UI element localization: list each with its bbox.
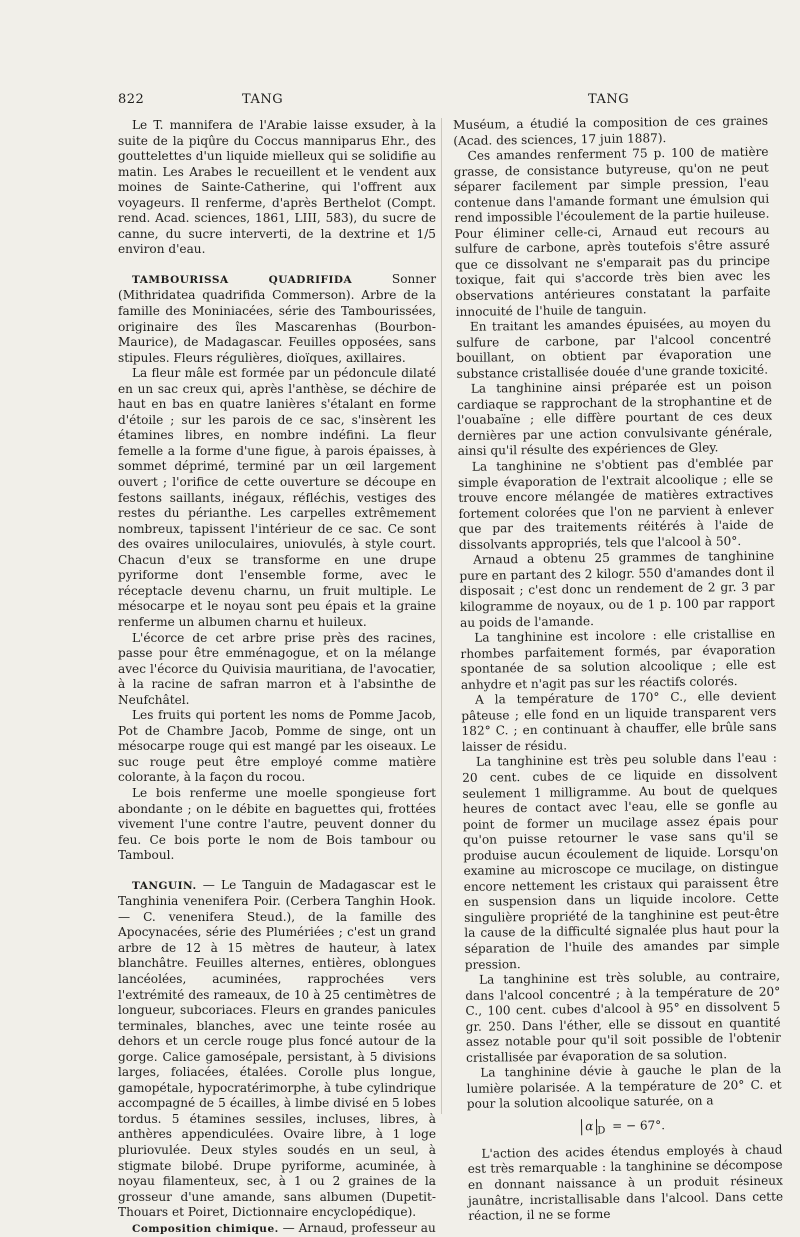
paragraph: La fleur mâle est formée par un pédoncule dilaté en un sac creux qui, après l'anthèse, se déchire de haut en bas en quatre lanières s'étalant en forme d'étoile ; sur les parois de ce sac, s'insèrent les étamines libres, en nombre indéfini. La fleur femelle a la forme d'une figue, à parois épaisses, à sommet déprimé, terminé par un œil largement ouvert ; l'orifice de cette ouverture se découpe en festons saillants, inégaux, réfléchis, vestiges des restes du périanthe. Les carpelles extrêmement nombreux, tapissent l'intérieur de ce sac. Ce sont des ovaires uniloculaires, uniovulés, à style court. Chacun d'eux se transforme en une drupe pyriforme dont l'ensemble forme, avec le réceptacle devenu charnu, un fruit multiple. Le mésocarpe et le noyau sont peu épais et la graine renferme un albumen charnu et huileux. (118, 366, 436, 629)
rotation-formula: α $_D$ = − 67°. (467, 1117, 782, 1141)
entry-tanguin (118, 878, 436, 1221)
paragraph: La tanghinine ne s'obtient pas d'emblée par simple évaporation de l'extrait alcoolique ; elle se trouve encore mélangée de matières extractives fortement colorées que l'on ne parvient à enlever que par des traitements réitérés à l'aide de dissolvants appropriés, tels que l'alcool à 50°. (457, 455, 774, 552)
paragraph: A la température de 170° C., elle devient pâteuse ; elle fond en un liquide transparent vers 182° C. ; en continuant à chauffer, elle brûle sans laisser de résidu. (461, 688, 777, 754)
paragraph: La tanghinine dévie à gauche le plan de la lumière polarisée. A la température de 20° C. et pour la solution alcoolique saturée, on a (466, 1061, 782, 1112)
left-column (118, 118, 436, 1237)
paragraph: L'action des acides étendus employés à chaud est très remarquable : la tanghinine se décompose en donnant naissance à un produit résineux jaunâtre, incristallisable dans l'alcool. Dans cette réaction, il ne se forme (467, 1142, 784, 1224)
paragraph: La tanghinine est très soluble, au contraire, dans l'alcool concentré ; à la température de 20° C., 100 cent. cubes d'alcool à 95° en dissolvent 5 gr. 250. Dans l'éther, elle se dissout en quantité assez notable pour qu'il soit possible de l'obtenir cristallisée par évaporation de sa solution. (465, 968, 781, 1065)
formula-value: = − 67°. (612, 1118, 666, 1133)
paragraph: L'écorce de cet arbre prise près des racines, passe pour être emménagogue, et on la mélange avec l'écorce du Quivisia mauritiana, de l'avocatier, à la racine de safran marron et à l'absinthe de Neufchâtel. (118, 630, 436, 707)
running-head-right: TANG (588, 92, 630, 107)
running-head-left: TANG (242, 92, 284, 107)
paragraph: La tanghinine est très peu soluble dans l'eau : 20 cent. cubes de ce liquide en dissolvent seulement 1 milligramme. Au bout de quelques heures de contact avec l'eau, elle se gonfle au point de former un mucilage assez épais pour qu'on puisse retourner le vase sans qu'il se produise aucun écoulement de liquide. Lorsqu'on examine au microscope ce mucilage, on distingue encore nettement les cristaux qui paraissent être en suspension dans un liquide incolore. Cette singulière propriété de la tanghinine est peut-être la cause de la difficulté signalée plus haut pour la séparation de l'huile des amandes par simple pression. (462, 750, 780, 972)
entry-tambourissa (118, 272, 436, 366)
headword-tambourissa: TAMBOURISSA QUADRIFIDA (132, 273, 353, 286)
paragraph: La tanghinine ainsi préparée est un poison cardiaque se rapprochant de la strophantine et de l'ouabaïne ; elle diffère pourtant de ces deux dernières par une action convulsivante générale, ainsi qu'il résulte des expériences de Gley. (456, 377, 773, 459)
paragraph: La tanghinine est incolore : elle cristallise en rhombes parfaitement formés, par évaporation spontanée de sa solution alcoolique ; elle est anhydre et n'agit pas sur les réactifs colorés. (460, 626, 776, 692)
entry-text: — Arnaud, professeur au (282, 1220, 436, 1235)
headword-tanguin: TANGUIN. (132, 879, 197, 892)
subheading-composition: Composition chimique. (132, 1222, 279, 1235)
paragraph: Les fruits qui portent les noms de Pomme Jacob, Pot de Chambre Jacob, Pomme de singe, ont un mésocarpe rouge qui est mangé par les oiseaux. Le suc rouge peut être employé comme matière colorante, à la façon du rocou. (118, 708, 436, 785)
formula-bracket: α (581, 1119, 597, 1135)
page-number: 822 (118, 92, 145, 107)
paragraph: Le bois renferme une moelle spongieuse fort abondante ; on le débite en baguettes qui, frottées vivement l'une contre l'autre, peuvent donner du feu. Ce bois porte le nom de Bois tambour ou Tamboul. (118, 785, 436, 863)
subsection-composition (118, 1221, 436, 1237)
entry-text: — Le Tanguin de Madagascar est le Tanghinia venenifera Poir. (Cerbera Tanghin Hook. — C. venenifera Steud.), de la famille des Apocynacées, série des Plumériées ; c'est un grand arbre de 12 à 15 mètres de hauteur, à latex blanchâtre. Feuilles alternes, entières, oblongues lancéolées, acuminées, rapprochées vers l'extrémité des rameaux, de 10 à 25 centimètres de longueur, subcoriaces. Fleurs en grandes panicules terminales, blanches, avec une teinte rosée au dehors et un cercle rouge plus foncé autour de la gorge. Calice gamosépale, persistant, à 5 divisions larges, foliacées, étalées. Corolle plus longue, gamopétale, hypocratérimorphe, à tube cylindrique accompagné de 5 écailles, à limbe divisé en 5 lobes tordus. 5 étamines sessiles, incluses, libres, à anthères appendiculées. Ovaire libre, à 1 loge pluriovulée. Deux styles soudés en un seul, à stigmate bilobé. Drupe pyriforme, acuminée, à noyau filamenteux, sec, à 1 ou 2 graines de la grosseur d'une amande, sans albumen (Dupetit-Thouars et Poiret, Dictionnaire encyclopédique). (118, 877, 436, 1220)
paragraph: En traitant les amandes épuisées, au moyen du sulfure de carbone, par l'alcool concentré bouillant, on obtient par évaporation une substance cristallisée douée d'une grande toxicité. (456, 315, 772, 381)
column-divider (441, 118, 442, 1114)
paragraph: Muséum, a étudié la composition de ces graines (Acad. des sciences, 17 juin 1887). (453, 113, 769, 148)
entry-text: Sonner (Mithridatea quadrifida Commerson). Arbre de la famille des Moniniacées, série des Tambourissées, originaire des îles Mascarenhas (Bourbon-Maurice), de Madagascar. Feuilles opposées, sans stipules. Fleurs régulières, dioïques, axillaires. (118, 271, 436, 365)
paragraph: Ces amandes renferment 75 p. 100 de matière grasse, de consistance butyreuse, qu'on ne peut séparer facilement par simple pression, l'eau contenue dans l'amande formant une émulsion qui rend impossible l'écoulement de la partie huileuse. Pour éliminer celle-ci, Arnaud eut recours au sulfure de carbone, après toutefois s'être assuré que ce dissolvant ne s'emparait pas du principe toxique, fait qui s'accorde très bien avec les observations antérieures constatant la parfaite innocuité de l'huile de tanguin. (453, 144, 771, 319)
paragraph: Arnaud a obtenu 25 grammes de tanghinine pure en partant des 2 kilogr. 550 d'amandes dont il disposait ; c'est donc un rendement de 2 gr. 3 par kilogramme de noyaux, ou de 1 p. 100 par rapport au poids de l'amande. (459, 548, 775, 630)
paragraph: Le T. mannifera de l'Arabie laisse exsuder, à la suite de la piqûre du Coccus manniparus Ehr., des gouttelettes d'un liquide mielleux qui se solidifie au matin. Les Arabes le recueillent et le vendent aux moines de Sainte-Catherine, qui l'offrent aux voyageurs. Il renferme, d'après Berthelot (Compt. rend. Acad. sciences, 1861, LIII, 583), du sucre de canne, du sucre interverti, de la dextrine et 1/5 environ d'eau. (118, 118, 436, 257)
right-column (453, 114, 783, 1225)
